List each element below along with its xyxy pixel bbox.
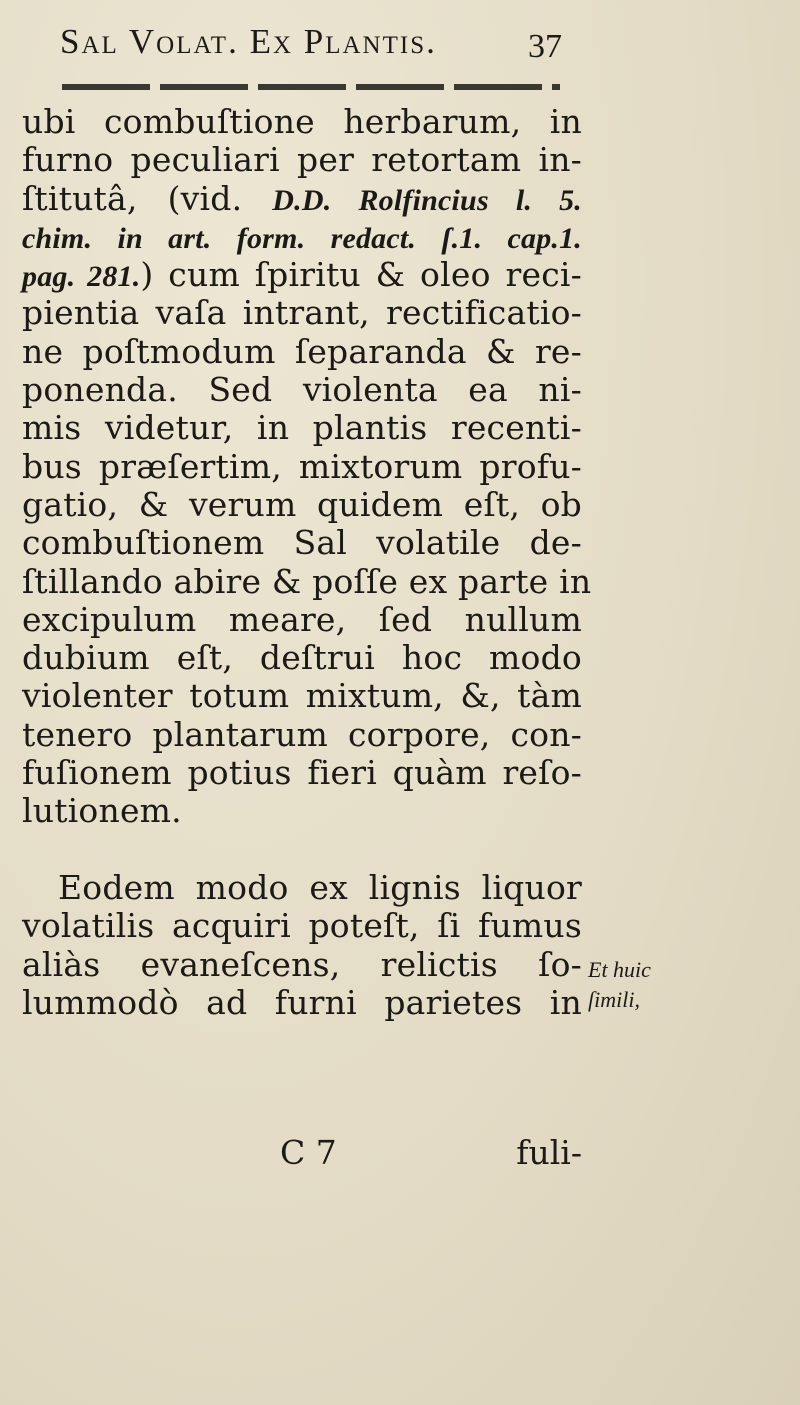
text-segment: ) cum ſpiritu & oleo reci- [140,255,582,295]
citation-italic: pag. 281. [22,260,141,294]
catchword: fuli- [516,1133,582,1172]
text-line: ubi combuſtione herbarum, in [22,102,582,141]
citation-italic: chim. in art. form. redact. ſ.1. cap.1. [22,221,582,255]
text-line: excipulum meare, ſed nullum [22,599,582,639]
text-line: dubium eſt, deſtrui hoc modo [22,638,582,678]
page-number: 37 [528,28,562,65]
text-line: combuſtionem Sal volatile de- [22,523,582,563]
text-line: ſtillando abire & poſſe ex parte in [22,561,592,601]
text-line: tenero plantarum corpore, con- [22,714,582,754]
text-line: ne poſtmodum ſeparanda & re- [22,331,582,371]
text-line: gatio, & verum quidem eſt, ob [22,484,582,524]
text-segment: ſtitutâ, (vid. [22,178,243,218]
text-line: volatilis acquiri poteſt, ſi fumus [22,906,582,946]
margin-note-line: ſimili, [588,987,640,1012]
page-footer [22,1133,582,1173]
text-line: mis videtur, in plantis recenti- [22,408,582,448]
margin-note [588,955,698,1015]
text-line [22,218,582,256]
text-line: lutionem. [22,791,182,831]
text-line: violenter totum mixtum, &, tàm [22,676,582,716]
signature-mark: C 7 [280,1133,337,1172]
text-line: ponenda. Sed violenta ea ni- [22,370,582,410]
text-line [22,180,582,218]
text-line [22,831,582,869]
text-line: aliàs evaneſcens, relictis ſo- [22,944,582,984]
text-line: Eodem modo ex lignis liquor [58,867,582,907]
text-line: fuſionem potius fieri quàm reſo- [22,753,582,793]
text-line: furno peculiari per retortam in- [22,140,582,180]
page-header [60,22,580,70]
citation-italic: D.D. Rolfincius l. 5. [272,183,582,217]
body-text [22,102,592,1022]
text-line: bus præſertim, mixtorum profu- [22,446,582,486]
running-title: Sal Volat. Ex Plantis. [60,22,437,61]
text-line: pientia vaſa intrant, rectificatio- [22,293,582,333]
margin-note-line: Et huic [588,957,651,982]
header-rule [62,84,560,90]
text-line: lummodò ad furni parietes in [22,982,582,1022]
text-line [22,256,582,294]
